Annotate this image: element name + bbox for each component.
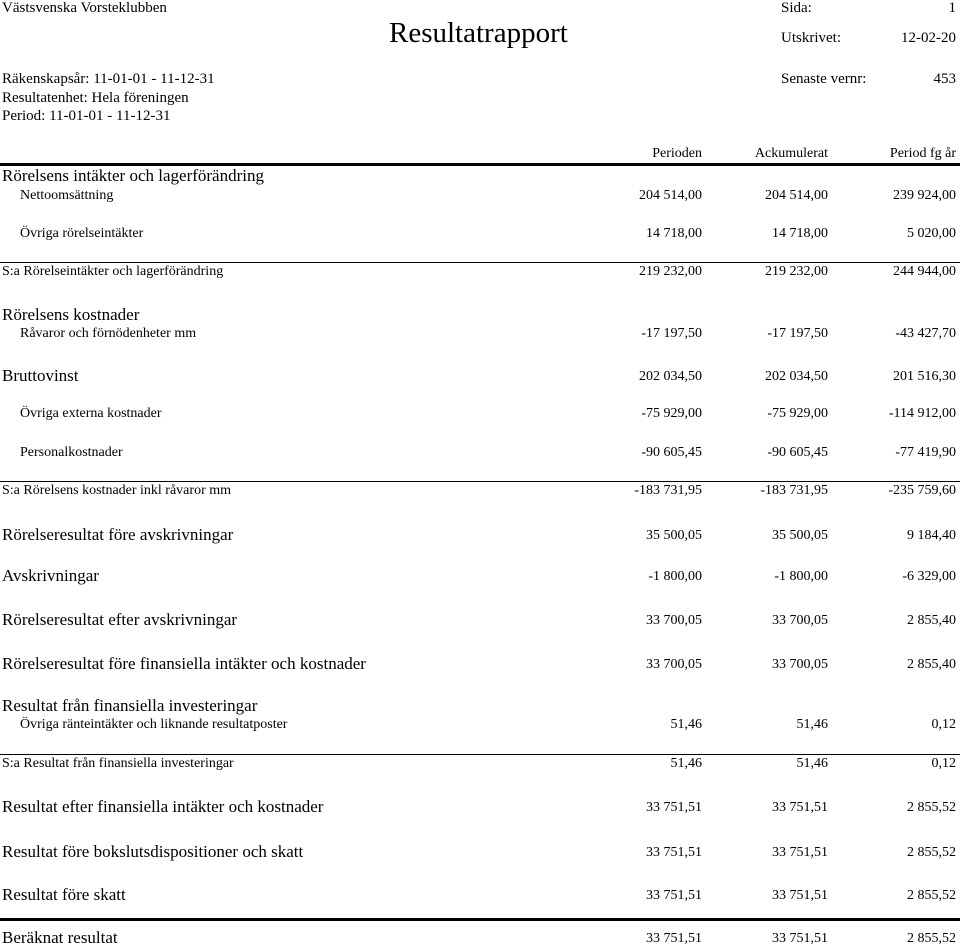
row-value-accumulated: 204 514,00 [765, 188, 828, 203]
row-value-accumulated: -183 731,95 [760, 483, 828, 498]
row-value-accumulated: -90 605,45 [767, 445, 828, 460]
row-value-period: 33 700,05 [646, 657, 702, 672]
row-value-previous-year: 2 855,52 [907, 800, 956, 815]
row-value-accumulated: 33 751,51 [772, 800, 828, 815]
row-value-accumulated: 33 700,05 [772, 657, 828, 672]
row-label: Övriga ränteintäkter och liknande resultatposter [20, 717, 288, 732]
row-label: Övriga externa kostnader [20, 406, 162, 421]
row-label: Resultat före skatt [2, 885, 126, 904]
row-label: Beräknat resultat [2, 928, 118, 947]
row-value-period: -75 929,00 [641, 406, 702, 421]
row-value-previous-year: 239 924,00 [893, 188, 956, 203]
period: Period: 11-01-01 - 11-12-31 [2, 108, 171, 124]
last-ver-number: 453 [933, 71, 956, 87]
row-value-period: 33 751,51 [646, 845, 702, 860]
row-value-period: 33 751,51 [646, 888, 702, 903]
row-value-accumulated: 51,46 [796, 717, 828, 732]
row-value-accumulated: 51,46 [796, 756, 828, 771]
row-value-period: 51,46 [670, 756, 702, 771]
row-value-period: 35 500,05 [646, 528, 702, 543]
column-header-previous-year: Period fg år [889, 146, 956, 161]
row-value-accumulated: 35 500,05 [772, 528, 828, 543]
row-value-previous-year: 201 516,30 [893, 369, 956, 384]
row-value-previous-year: -6 329,00 [902, 569, 956, 584]
row-label: S:a Rörelsens kostnader inkl råvaror mm [2, 483, 232, 498]
row-value-previous-year: 5 020,00 [907, 226, 956, 241]
row-value-accumulated: 219 232,00 [765, 264, 828, 279]
row-value-previous-year: 2 855,52 [907, 888, 956, 903]
row-value-previous-year: 244 944,00 [893, 264, 956, 279]
last-ver-label: Senaste vernr: [781, 71, 867, 87]
section-heading: Rörelsens kostnader [2, 305, 140, 324]
row-label: Råvaror och förnödenheter mm [20, 326, 197, 341]
sum-divider [0, 262, 960, 263]
row-value-previous-year: 0,12 [931, 756, 956, 771]
row-label: S:a Rörelseintäkter och lagerförändring [2, 264, 224, 279]
row-value-accumulated: -17 197,50 [767, 326, 828, 341]
section-heading: Resultat från finansiella investeringar [2, 696, 258, 715]
row-value-accumulated: 33 751,51 [772, 931, 828, 946]
row-label: Avskrivningar [2, 566, 99, 585]
fiscal-year: Räkenskapsår: 11-01-01 - 11-12-31 [2, 71, 215, 87]
row-value-accumulated: -1 800,00 [774, 569, 828, 584]
row-value-previous-year: -77 419,90 [895, 445, 956, 460]
row-label: Rörelseresultat före finansiella intäkter och kostnader [2, 654, 366, 673]
row-value-previous-year: 2 855,40 [907, 613, 956, 628]
row-label: Rörelseresultat före avskrivningar [2, 525, 234, 544]
row-value-period: 219 232,00 [639, 264, 702, 279]
row-value-period: 33 751,51 [646, 931, 702, 946]
printed-date: 12-02-20 [901, 30, 956, 46]
row-value-accumulated: 33 751,51 [772, 888, 828, 903]
page-label: Sida: [781, 0, 812, 16]
row-value-period: 51,46 [670, 717, 702, 732]
row-value-period: 202 034,50 [639, 369, 702, 384]
row-label: Övriga rörelseintäkter [20, 226, 144, 241]
sum-divider [0, 481, 960, 482]
row-value-period: -183 731,95 [634, 483, 702, 498]
row-value-previous-year: 2 855,40 [907, 657, 956, 672]
result-divider [0, 918, 960, 921]
row-value-period: 14 718,00 [646, 226, 702, 241]
page-number: 1 [948, 0, 956, 16]
result-unit: Resultatenhet: Hela föreningen [2, 90, 189, 106]
printed-label: Utskrivet: [781, 30, 841, 46]
report-title: Resultatrapport [389, 17, 568, 49]
row-value-period: -90 605,45 [641, 445, 702, 460]
row-value-period: 204 514,00 [639, 188, 702, 203]
row-value-period: -1 800,00 [648, 569, 702, 584]
row-value-previous-year: 2 855,52 [907, 931, 956, 946]
row-value-accumulated: 202 034,50 [765, 369, 828, 384]
row-value-previous-year: 0,12 [931, 717, 956, 732]
row-value-accumulated: 33 751,51 [772, 845, 828, 860]
organization-name: Västsvenska Vorsteklubben [2, 0, 167, 16]
row-label: Resultat efter finansiella intäkter och kostnader [2, 797, 324, 816]
row-value-previous-year: 2 855,52 [907, 845, 956, 860]
row-value-previous-year: -43 427,70 [895, 326, 956, 341]
row-value-accumulated: 33 700,05 [772, 613, 828, 628]
sum-divider [0, 754, 960, 755]
row-label: Bruttovinst [2, 366, 79, 385]
row-label: Rörelseresultat efter avskrivningar [2, 610, 238, 629]
row-label: Personalkostnader [20, 445, 123, 460]
row-value-period: 33 751,51 [646, 800, 702, 815]
row-value-previous-year: 9 184,40 [907, 528, 956, 543]
row-value-period: 33 700,05 [646, 613, 702, 628]
row-label: S:a Resultat från finansiella investeringar [2, 756, 234, 771]
row-value-accumulated: -75 929,00 [767, 406, 828, 421]
row-label: Resultat före bokslutsdispositioner och skatt [2, 842, 304, 861]
row-value-period: -17 197,50 [641, 326, 702, 341]
row-label: Nettoomsättning [20, 188, 114, 203]
row-value-accumulated: 14 718,00 [772, 226, 828, 241]
column-header-accumulated: Ackumulerat [754, 146, 828, 161]
row-value-previous-year: -114 912,00 [888, 406, 956, 421]
column-header-period: Perioden [652, 146, 702, 161]
row-value-previous-year: -235 759,60 [888, 483, 956, 498]
section-heading: Rörelsens intäkter och lagerförändring [2, 166, 264, 185]
